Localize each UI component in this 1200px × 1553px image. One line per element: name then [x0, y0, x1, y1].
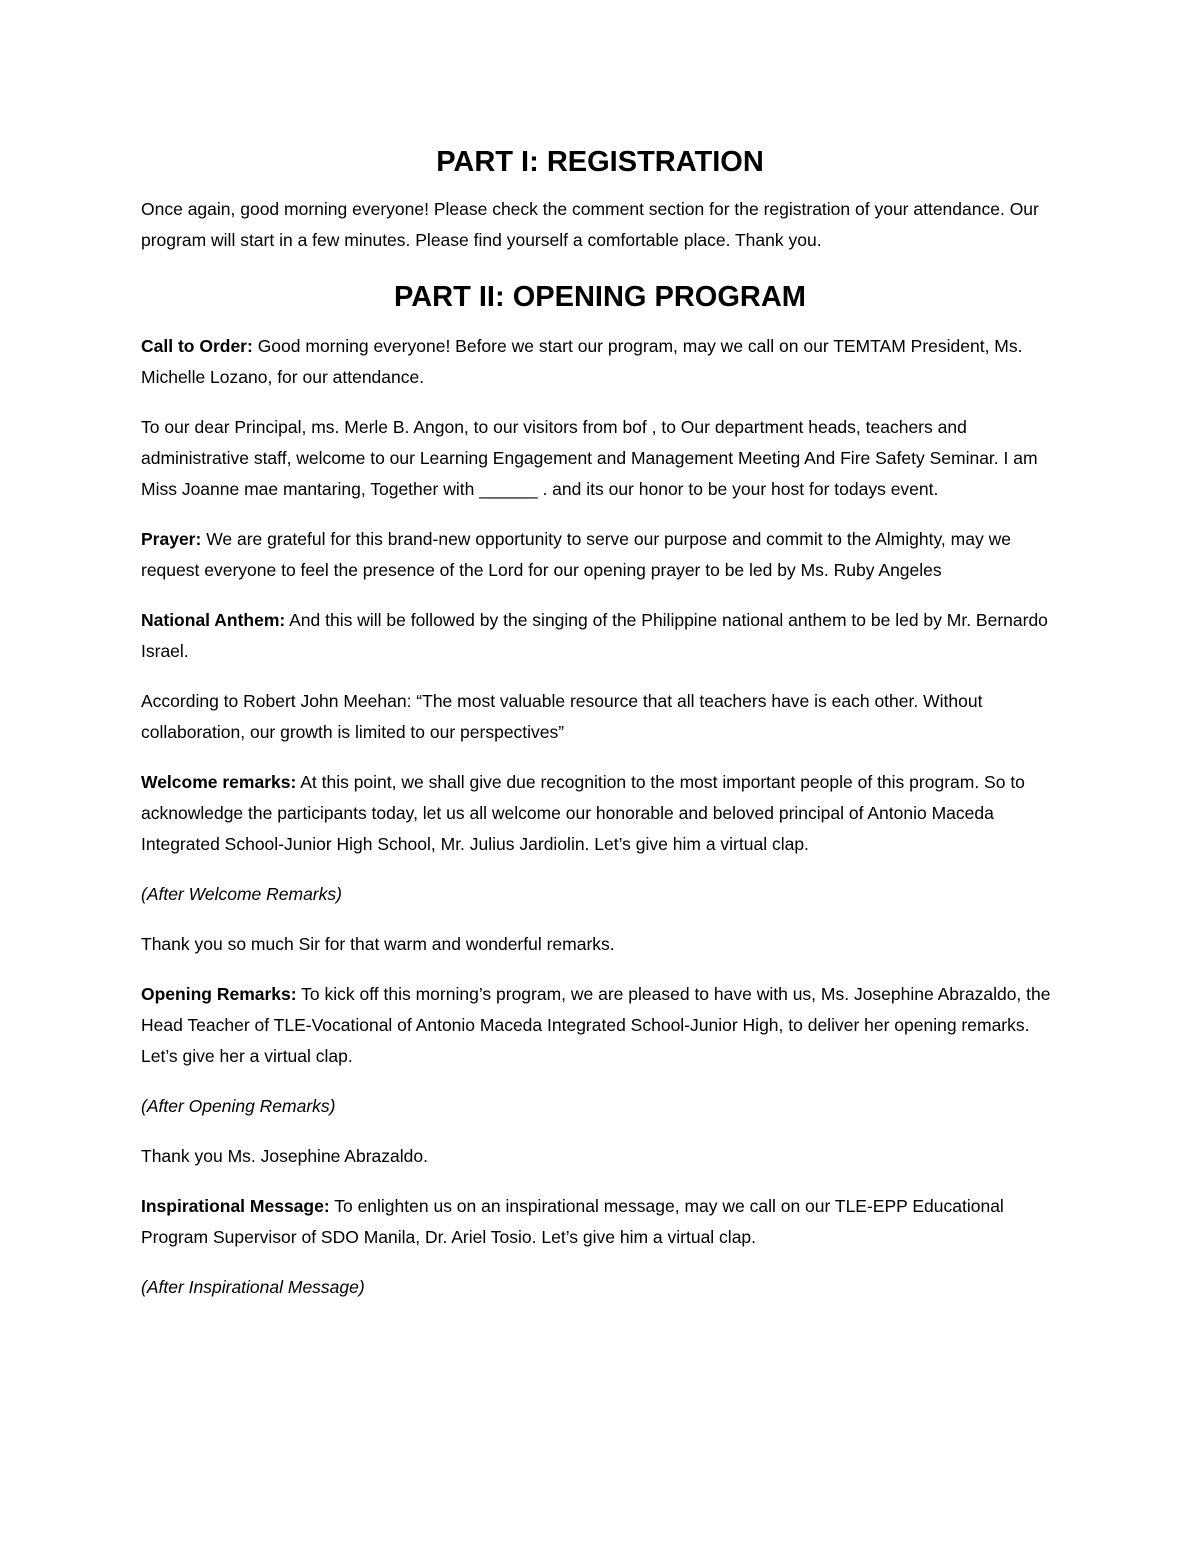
after-inspirational-note: (After Inspirational Message) [141, 1277, 365, 1297]
thanks-welcome-paragraph: Thank you so much Sir for that warm and wonderful remarks. [141, 934, 615, 954]
call-to-order-text: Good morning everyone! Before we start our program, may we call on our TEMTAM President, Ms. Michelle Lozano, for our attendance. [141, 336, 1023, 387]
inspirational-message-label: Inspirational Message: [141, 1196, 330, 1216]
prayer-label: Prayer: [141, 529, 202, 549]
welcome-remarks-paragraph [141, 767, 1059, 860]
opening-remarks-text: To kick off this morning’s program, we are pleased to have with us, Ms. Josephine Abrazaldo, the Head Teacher of TLE-Vocational of Antonio Maceda Integrated School-Junior High, to deliver her opening remarks. Let’s give her a virtual clap. [141, 984, 1051, 1066]
part2-heading: PART II: OPENING PROGRAM [394, 281, 806, 313]
quote-paragraph: According to Robert John Meehan: “The most valuable resource that all teachers have is each other. Without collaboration, our growth is limited to our perspectives” [141, 691, 983, 742]
after-opening-note: (After Opening Remarks) [141, 1096, 336, 1116]
national-anthem-paragraph [141, 605, 1059, 667]
inspirational-message-text: To enlighten us on an inspirational message, may we call on our TLE-EPP Educational Program Supervisor of SDO Manila, Dr. Ariel Tosio. Let’s give him a virtual clap. [141, 1196, 1004, 1247]
prayer-paragraph [141, 524, 1059, 586]
national-anthem-text: And this will be followed by the singing of the Philippine national anthem to be led by Mr. Bernardo Israel. [141, 610, 1048, 661]
call-to-order-paragraph [141, 331, 1059, 393]
welcome-remarks-label: Welcome remarks: [141, 772, 297, 792]
opening-remarks-paragraph [141, 979, 1059, 1072]
part1-heading: PART I: REGISTRATION [436, 146, 764, 178]
call-to-order-label: Call to Order: [141, 336, 253, 356]
thanks-opening-paragraph: Thank you Ms. Josephine Abrazaldo. [141, 1146, 428, 1166]
document-body [141, 140, 1059, 1322]
opening-remarks-label: Opening Remarks: [141, 984, 297, 1004]
welcome-remarks-text: At this point, we shall give due recognition to the most important people of this program. So to acknowledge the participants today, let us all welcome our honorable and beloved principal of Antonio Maceda Integrated School-Junior High School, Mr. Julius Jardiolin. Let’s give him a virtual clap. [141, 772, 1025, 854]
after-welcome-note: (After Welcome Remarks) [141, 884, 342, 904]
national-anthem-label: National Anthem: [141, 610, 286, 630]
inspirational-message-paragraph [141, 1191, 1059, 1253]
prayer-text: We are grateful for this brand-new opportunity to serve our purpose and commit to the Almighty, may we request everyone to feel the presence of the Lord for our opening prayer to be led by Ms. Ruby Angeles [141, 529, 1011, 580]
registration-paragraph: Once again, good morning everyone! Please check the comment section for the registration of your attendance. Our program will start in a few minutes. Please find yourself a comfortable place. Thank you. [141, 199, 1039, 250]
welcome-intro-paragraph: To our dear Principal, ms. Merle B. Angon, to our visitors from bof , to Our department heads, teachers and administrative staff, welcome to our Learning Engagement and Management Meeting And Fire Safety Seminar. I am Miss Joanne mae mantaring, Together with ______ . and its our honor to be your host for todays event. [141, 417, 1038, 499]
